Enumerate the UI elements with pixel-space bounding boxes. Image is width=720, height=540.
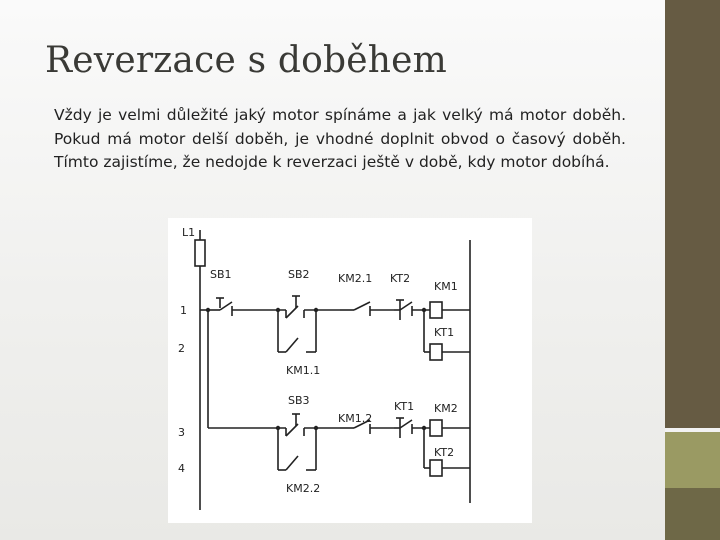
sidebar-bottom-bar	[665, 488, 720, 540]
label-km2-coil: KM2	[434, 402, 458, 415]
line-number-2: 2	[178, 342, 185, 355]
line-number-1: 1	[180, 304, 187, 317]
line-number-4: 4	[178, 462, 185, 475]
circuit-diagram	[168, 218, 532, 523]
slide-body-text: Vždy je velmi důležité jaký motor spínáme a jak velký má motor doběh. Pokud má motor delší doběh, je vhodné doplnit obvod o časový doběh. Tímto zajistíme, že nedojde k reverzaci ještě v době, kdy motor dobíhá.	[54, 106, 626, 171]
sidebar-dark-bar	[665, 0, 720, 430]
label-sb3: SB3	[288, 394, 310, 407]
label-km1-1: KM1.1	[286, 364, 321, 377]
slide-title: Reverzace s doběhem	[45, 40, 448, 81]
label-km2-2: KM2.2	[286, 482, 321, 495]
line-number-3: 3	[178, 426, 185, 439]
sidebar-divider	[665, 428, 720, 432]
label-kt2-contact: KT2	[390, 272, 411, 285]
circuit-schematic	[168, 218, 532, 523]
label-km1-coil: KM1	[434, 280, 458, 293]
label-kt1-contact: KT1	[394, 400, 415, 413]
label-km2-1: KM2.1	[338, 272, 373, 285]
label-kt2-coil: KT2	[434, 446, 455, 459]
label-sb1: SB1	[210, 268, 232, 281]
supply-label: L1	[182, 226, 196, 239]
label-sb2: SB2	[288, 268, 310, 281]
label-km1-2: KM1.2	[338, 412, 373, 425]
label-kt1-coil: KT1	[434, 326, 455, 339]
